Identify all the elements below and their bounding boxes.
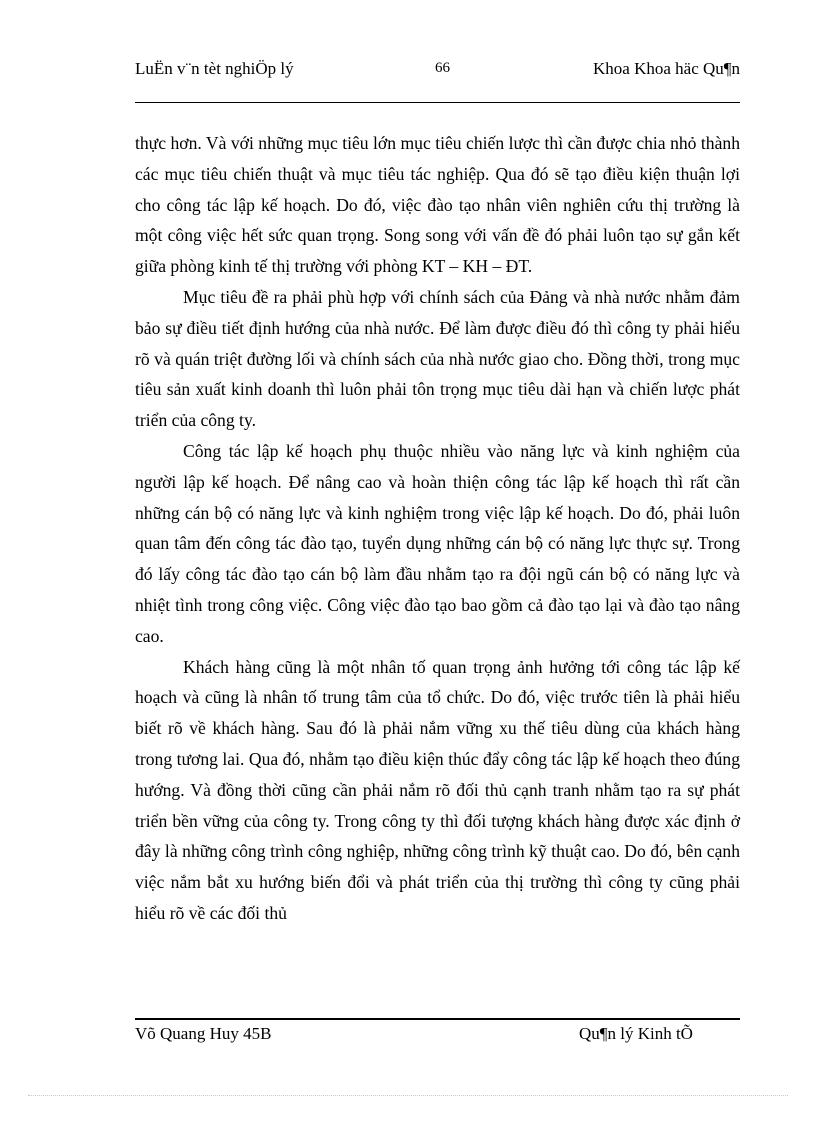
page-header <box>135 58 740 102</box>
body-text <box>135 128 740 929</box>
paragraph-continuation: thực hơn. Và với những mục tiêu lớn mục tiêu chiến lược thì cần được chia nhỏ thành các mục tiêu chiến thuật và mục tiêu tác nghiệp. Qua đó sẽ tạo điều kiện thuận lợi cho công tác lập kế hoạch. Do đó, việc đào tạo nhân viên nghiên cứu thị trường là một công việc hết sức quan trọng. Song song với vấn đề đó phải luôn tạo sự gắn kết giữa phòng kinh tế thị trường với phòng KT – KH – ĐT. <box>135 133 740 277</box>
footer-major: Qu¶n lý Kinh tÕ <box>579 1024 693 1043</box>
header-faculty-label: Khoa Khoa häc Qu¶n <box>593 59 740 78</box>
header-divider <box>135 102 740 103</box>
paragraph: Mục tiêu đề ra phải phù hợp với chính sách của Đảng và nhà nước nhằm đảm bảo sự điều tiết định hướng của nhà nước. Để làm được điều đó thì công ty phải hiểu rõ và quán triệt đường lối và chính sách của nhà nước giao cho. Đồng thời, trong mục tiêu sản xuất kinh doanh thì luôn phải tôn trọng mục tiêu dài hạn và chiến lược phát triển của công ty. <box>135 286 740 431</box>
page-bottom-edge <box>28 1095 788 1096</box>
footer-author: Võ Quang Huy 45B <box>135 1024 272 1043</box>
paragraph: Khách hàng cũng là một nhân tố quan trọng ảnh hưởng tới công tác lập kế hoạch và cũng là nhân tố trung tâm của tổ chức. Do đó, việc trước tiên là phải hiểu biết rõ về khách hàng. Sau đó là phải nắm vững xu thế tiêu dùng của khách hàng trong tương lai. Qua đó, nhằm tạo điều kiện thúc đẩy công tác lập kế hoạch theo đúng hướng. Và đồng thời cũng cần phải nắm rõ đối thủ cạnh tranh nhằm tạo ra sự phát triển bền vững của công ty. Trong công ty thì đối tượng khách hàng được xác định ở đây là những công trình công nghiệp, những công trình kỹ thuật cao. Do đó, bên cạnh việc nắm bắt xu hướng biến đổi và phát triển của thị trường thì công ty cũng phải hiểu rõ về các đối thủ <box>135 656 740 923</box>
paragraph: Công tác lập kế hoạch phụ thuộc nhiều vào năng lực và kinh nghiệm của người lập kế hoạch. Để nâng cao và hoàn thiện công tác lập kế hoạch thì rất cần những cán bộ có năng lực và kinh nghiệm trong việc lập kế hoạch. Do đó, phải luôn quan tâm đến công tác đào tạo, tuyển dụng những cán bộ có năng lực thực sự. Trong đó lấy công tác đào tạo cán bộ làm đầu nhằm tạo ra đội ngũ cán bộ có năng lực và nhiệt tình trong công việc. Công việc đào tạo bao gồm cả đào tạo lại và đào tạo nâng cao. <box>135 440 740 646</box>
header-thesis-label: LuËn v¨n tèt nghiÖp lý <box>135 59 294 78</box>
page-number: 66 <box>435 60 450 76</box>
footer-divider <box>135 1018 740 1020</box>
page-footer <box>135 1023 740 1069</box>
